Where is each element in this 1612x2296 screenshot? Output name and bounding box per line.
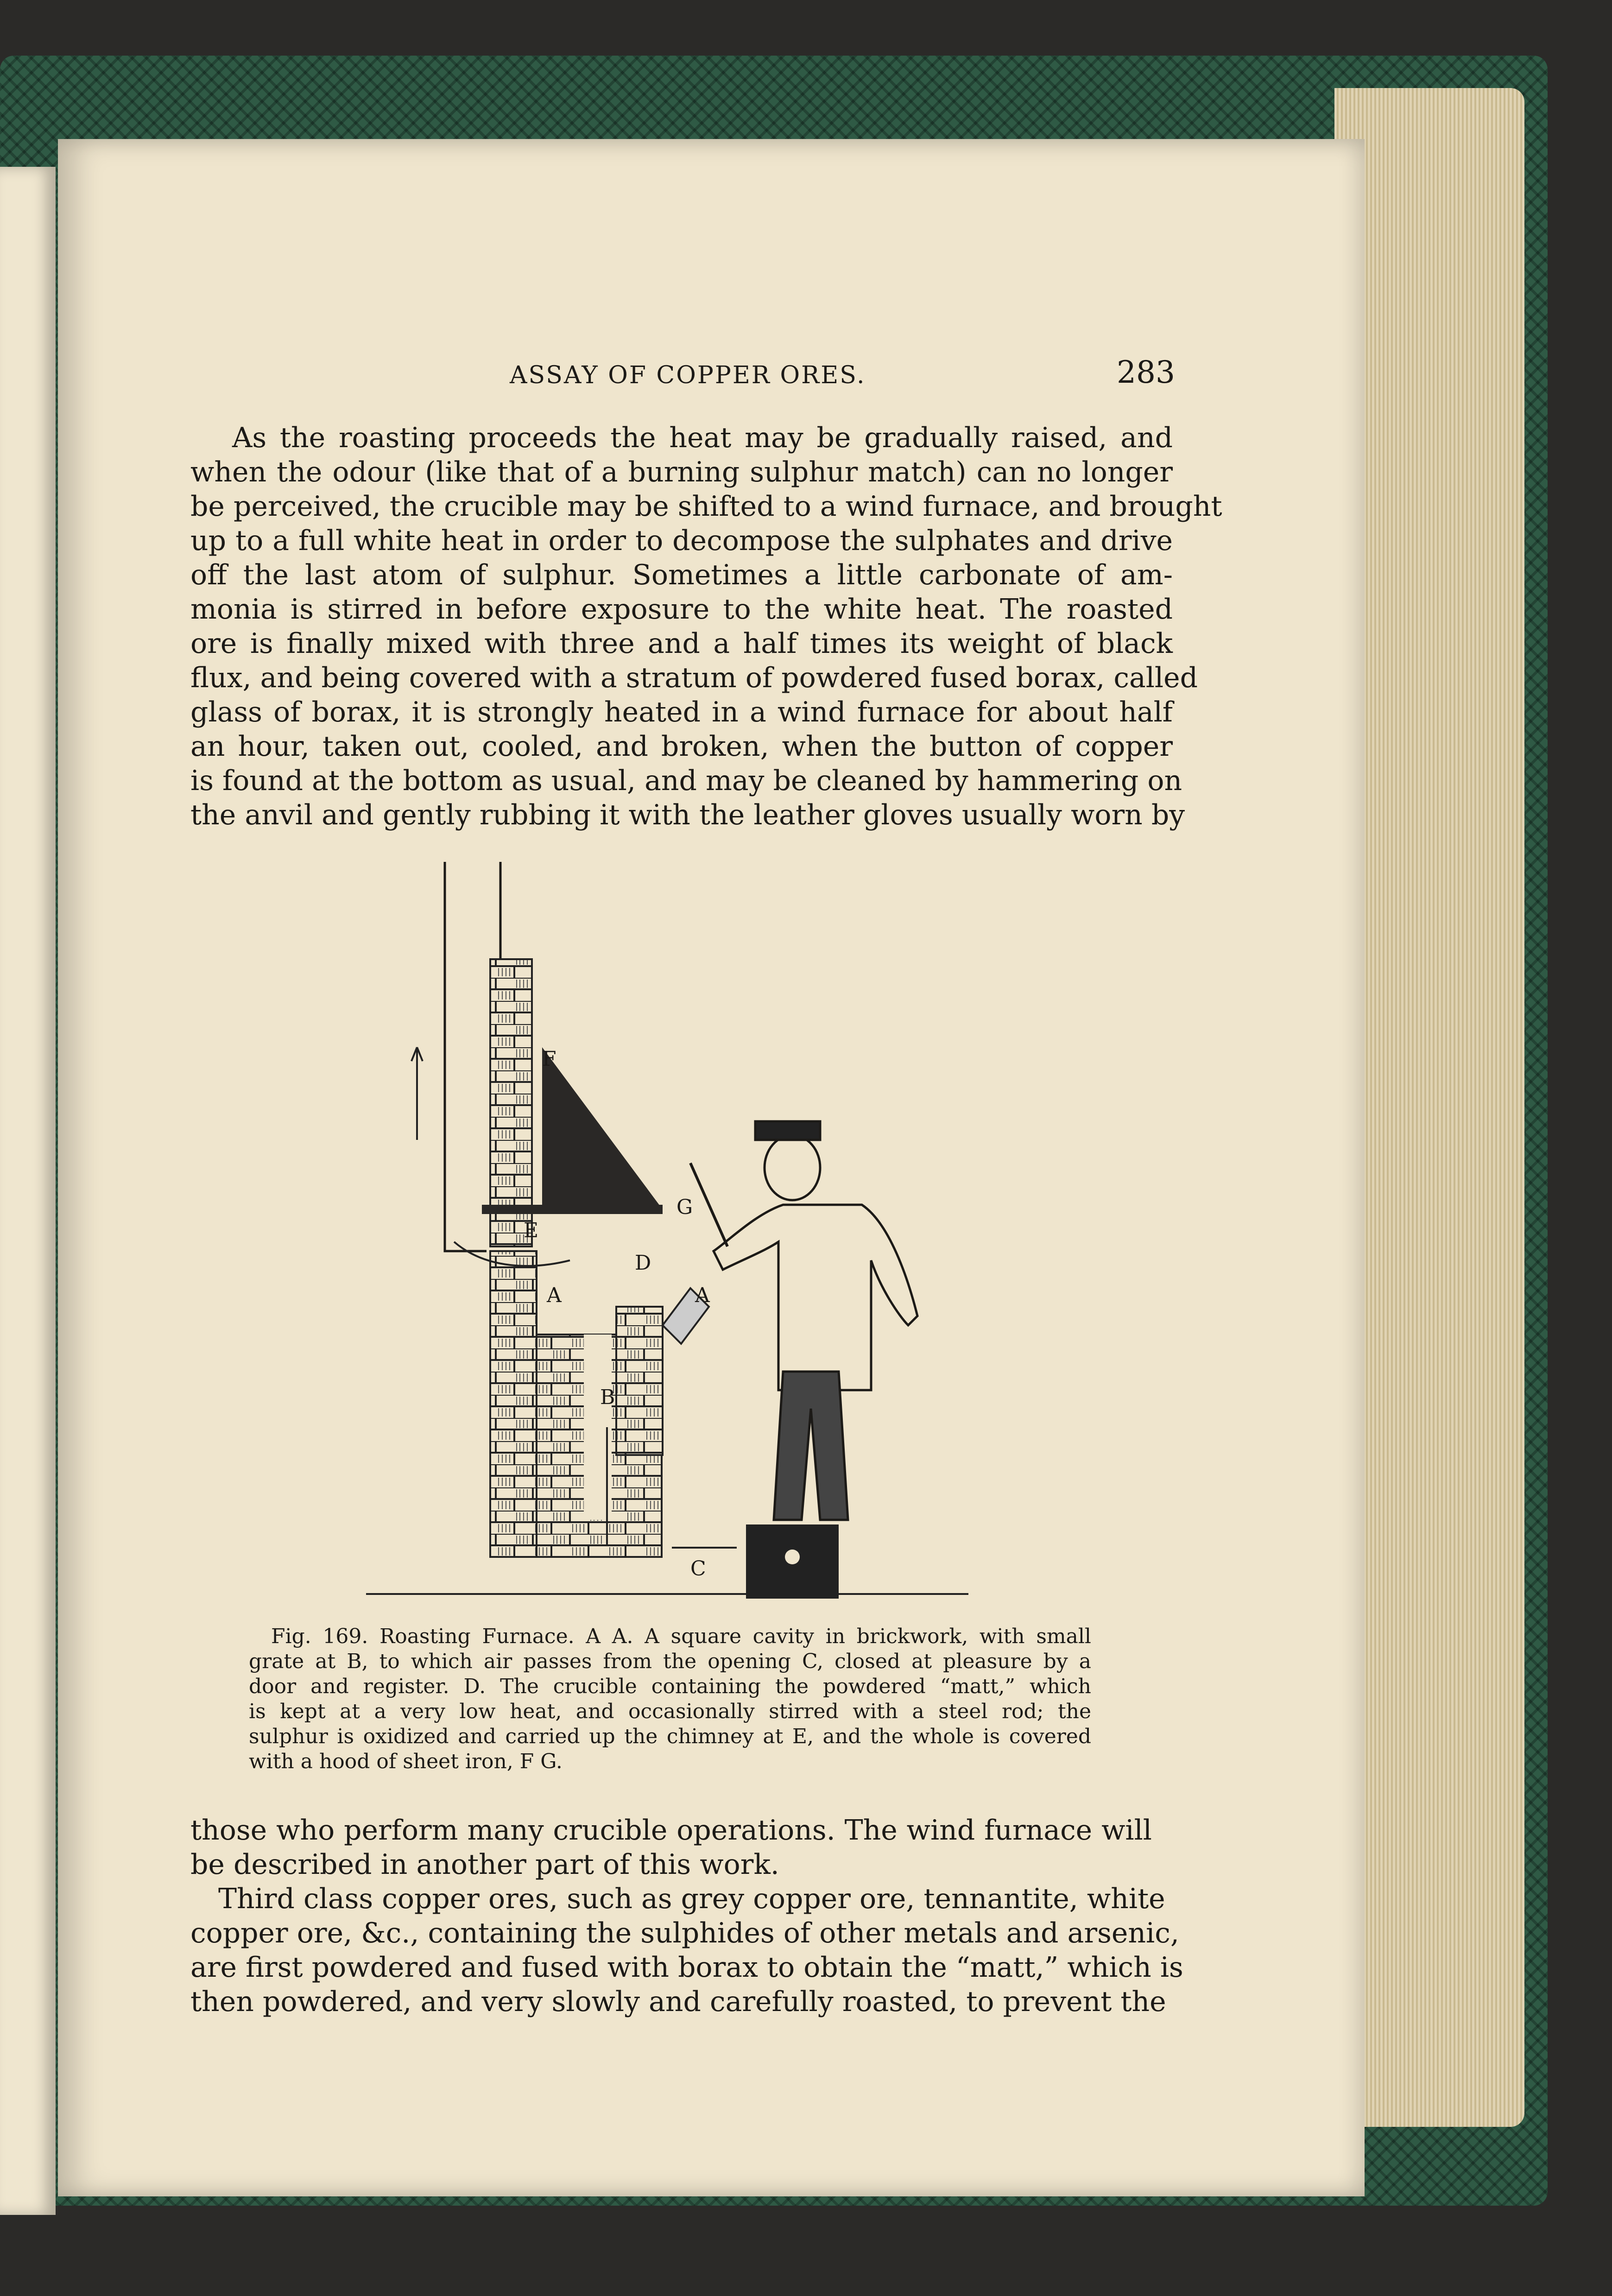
roasting-furnace-figure (366, 862, 982, 1603)
page-number: 283 (1117, 354, 1175, 390)
caption-line: Fig. 169. Roasting Furnace. A A. A square cavity in brickwork, with small (271, 1625, 1091, 1648)
text-line: the anvil and gently rubbing it with the leather gloves usually worn by (190, 799, 1185, 831)
man-figure (690, 1121, 917, 1520)
caption-line: sulphur is oxidized and carried up the chimney at E, and the whole is covered (249, 1725, 1091, 1748)
text-line: up to a full white heat in order to decompose the sulphates and drive (190, 525, 1173, 557)
left-page-edge (0, 167, 56, 2215)
text-line: then powdered, and very slowly and carefully roasted, to prevent the (190, 1986, 1166, 2018)
text-line: As the roasting proceeds the heat may be gradually raised, and (232, 422, 1173, 454)
text-line: an hour, taken out, cooled, and broken, when the button of copper (190, 730, 1173, 763)
label-c: C (690, 1557, 706, 1581)
text-line: Third class copper ores, such as grey copper ore, tennantite, white (218, 1883, 1165, 1915)
caption-line: door and register. D. The crucible containing the powdered “matt,” which (249, 1675, 1091, 1698)
text-line: those who perform many crucible operations. The wind furnace will (190, 1814, 1152, 1847)
label-f: F (542, 1047, 556, 1071)
text-line: copper ore, &c., containing the sulphides of other metals and arsenic, (190, 1917, 1179, 1949)
text-line: is found at the bottom as usual, and may be cleaned by hammering on (190, 765, 1182, 797)
text-line: glass of borax, it is strongly heated in a wind furnace for about half (190, 696, 1173, 728)
label-b: B (600, 1385, 615, 1409)
caption-line: with a hood of sheet iron, F G. (249, 1750, 563, 1773)
hood-f-g (542, 1047, 663, 1209)
text-line: be described in another part of this work. (190, 1848, 779, 1881)
text-line: flux, and being covered with a stratum of powdered fused borax, called (190, 662, 1198, 694)
text-line: off the last atom of sulphur. Sometimes a little carbonate of am- (190, 559, 1173, 591)
caption-line: grate at B, to which air passes from the opening C, closed at pleasure by a (249, 1650, 1091, 1673)
text-line: be perceived, the crucible may be shifted to a wind furnace, and brought (190, 490, 1222, 523)
label-e: E (524, 1219, 539, 1242)
text-line: monia is stirred in before exposure to the white heat. The roasted (190, 593, 1173, 626)
text-line: ore is finally mixed with three and a half times its weight of black (190, 627, 1173, 660)
label-d: D (635, 1251, 651, 1275)
text-line: when the odour (like that of a burning sulphur match) can no longer (190, 456, 1173, 488)
caption-line: is kept at a very low heat, and occasionally stirred with a steel rod; the (249, 1700, 1091, 1723)
running-title: ASSAY OF COPPER ORES. (510, 361, 866, 389)
label-a-left: A (547, 1284, 562, 1307)
label-g: G (676, 1195, 693, 1219)
label-a-right: A (695, 1284, 710, 1307)
text-line: are first powdered and fused with borax to obtain the “matt,” which is (190, 1951, 1183, 1984)
